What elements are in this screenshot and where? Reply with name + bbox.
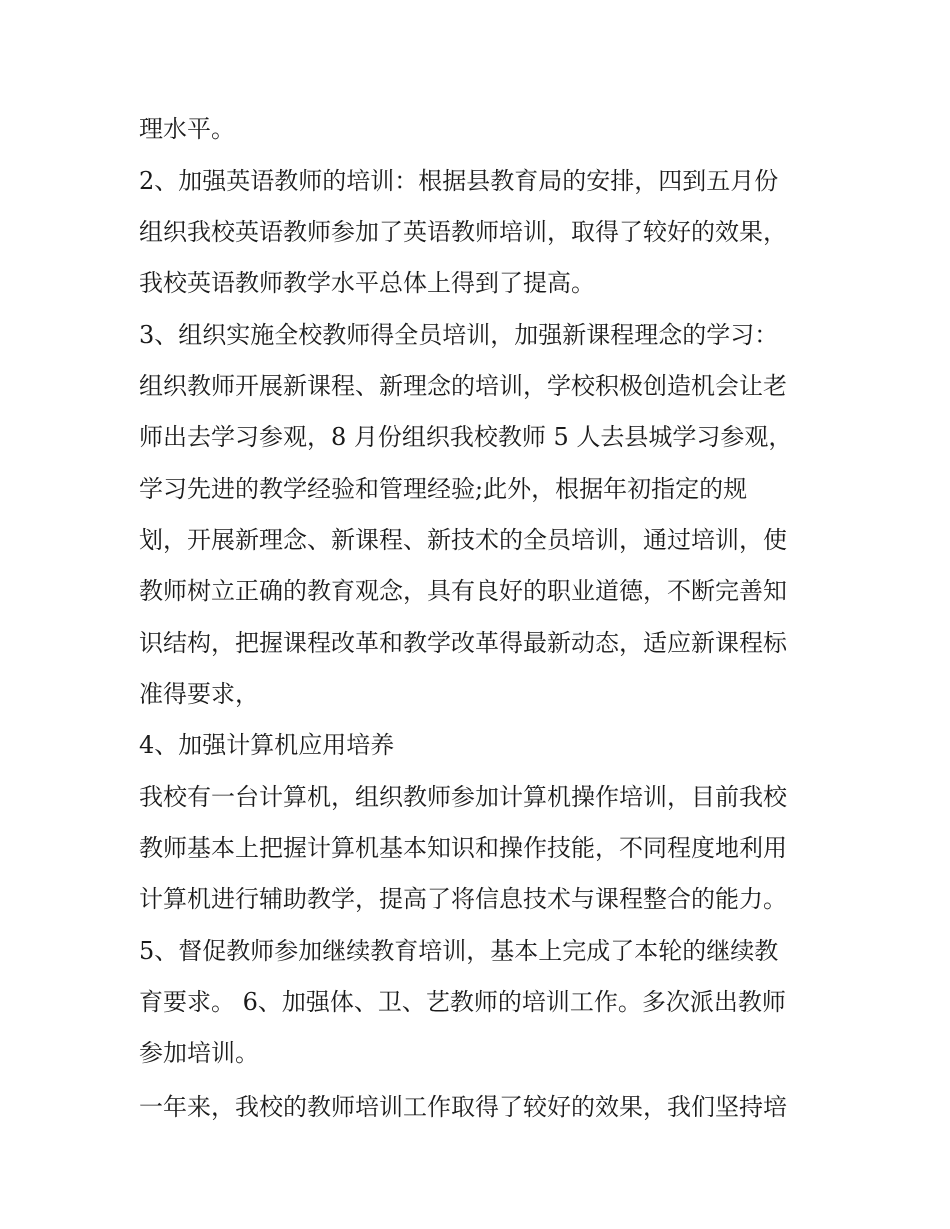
text-line: 5、督促教师参加继续教育培训，基本上完成了本轮的继续教: [139, 937, 779, 965]
text-line: 计算机进行辅助教学，提高了将信息技术与课程整合的能力。: [139, 885, 787, 913]
text-line: 3、组织实施全校教师得全员培训，加强新课程理念的学习：: [139, 321, 779, 349]
text-line: 理水平。: [139, 115, 235, 143]
text-line: 师出去学习参观，8 月份组织我校教师 5 人去县城学习参观，: [139, 423, 793, 451]
text-line: 我校英语教师教学水平总体上得到了提高。: [139, 269, 595, 297]
text-line: 我校有一台计算机，组织教师参加计算机操作培训，目前我校: [139, 783, 787, 811]
text-line: 划，开展新理念、新课程、新技术的全员培训，通过培训，使: [139, 526, 787, 554]
text-line: 教师基本上把握计算机基本知识和操作技能，不同程度地利用: [139, 834, 787, 862]
text-line: 组织我校英语教师参加了英语教师培训，取得了较好的效果，: [139, 218, 787, 246]
text-line: 准得要求，: [139, 680, 259, 708]
text-line: 2、加强英语教师的培训：根据县教育局的安排，四到五月份: [139, 167, 779, 195]
text-line: 识结构，把握课程改革和教学改革得最新动态，适应新课程标: [139, 629, 787, 657]
text-line: 参加培训。: [139, 1039, 259, 1067]
text-line: 组织教师开展新课程、新理念的培训，学校积极创造机会让老: [139, 372, 787, 400]
text-line: 教师树立正确的教育观念，具有良好的职业道德，不断完善知: [139, 577, 787, 605]
text-line: 育要求。 6、加强体、卫、艺教师的培训工作。多次派出教师: [139, 988, 786, 1016]
text-line: 4、加强计算机应用培养: [139, 731, 395, 759]
text-line: 一年来，我校的教师培训工作取得了较好的效果，我们坚持培: [139, 1093, 787, 1121]
text-line: 学习先进的教学经验和管理经验;此外，根据年初指定的规: [139, 475, 748, 503]
